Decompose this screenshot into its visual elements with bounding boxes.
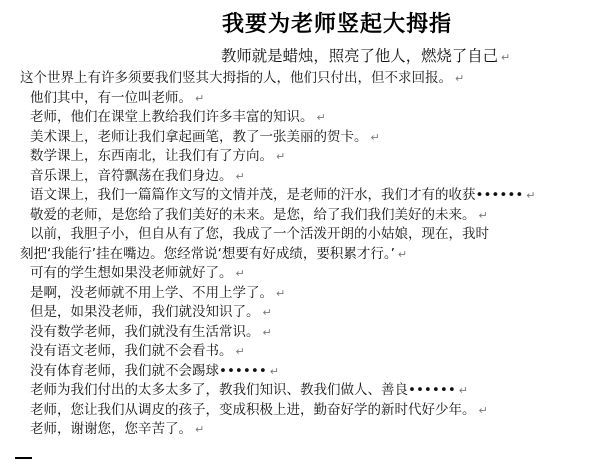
paragraph-mark: ↵ [370,130,380,144]
paragraph-mark: ↵ [235,169,245,183]
line-text: 老师，您让我们从调皮的孩子，变成积极上进，勤奋好学的新时代好少年。 [30,401,476,418]
body-line [20,420,603,440]
body-line [20,401,603,421]
body-line [20,323,603,343]
document-body [20,69,603,440]
line-text: 但是，如果没老师，我们就没知识了。 [30,304,260,320]
paragraph-mark: ↵ [501,51,511,64]
body-line [20,381,603,401]
paragraph-mark: ↵ [269,364,279,378]
body-line [20,206,603,226]
body-line [20,167,603,187]
line-text: 以前，我胆子小，但自从有了您，我成了一个活泼开朗的小姑娘，现在，我时 [30,226,489,242]
paragraph-mark: ↵ [397,247,408,261]
line-text: 这个世界上有许多须要我们竖其大拇指的人，他们只付出，但不求回报。 [20,70,452,86]
paragraph-mark: ↵ [235,345,245,358]
body-line [20,147,603,167]
line-text: 刻把‘我能行’挂在嘴边。您经常说‘想要有好成绩，要积累才行。’ [20,245,395,262]
body-line [20,108,603,128]
line-text: 老师为我们付出的太多太多了，教我们知识、教我们做人、善良•••••• [30,382,456,398]
line-text: 没有体育老师，我们就不会踢球•••••• [30,362,267,379]
paragraph-mark: ↵ [262,325,272,339]
line-text: 他们其中，有一位叫老师。 [30,89,192,106]
line-text: 美术课上，老师让我们拿起画笔，教了一张美丽的贺卡。 [30,128,368,145]
paragraph-mark: ↵ [195,91,205,105]
body-line [20,128,603,148]
paragraph-mark: ↵ [478,403,488,417]
paragraph-mark: ↵ [526,189,536,202]
body-line [20,225,603,245]
body-line [20,245,603,265]
body-line [20,89,603,109]
paragraph-mark: ↵ [262,306,272,319]
text-cursor [15,457,32,459]
line-text: 没有数学老师，我们就没有生活常识。 [30,323,260,340]
paragraph-mark: ↵ [195,423,205,436]
line-text: 可有的学生想如果没老师就好了。 [30,265,233,281]
line-text: 老师，谢谢您，您辛苦了。 [30,421,192,437]
document-title: 我要为老师竖起大拇指 [222,12,453,37]
body-line [20,303,603,323]
body-line [20,264,603,284]
document-subtitle [221,44,510,66]
line-text: 语文课上，我们一篇篇作文写的文情并茂，是老师的汗水，我们才有的收获•••••• [30,187,524,203]
paragraph-mark: ↵ [316,111,326,124]
paragraph-mark: ↵ [478,208,488,222]
line-text: 数学课上，东西南北，让我们有了方向。 [30,148,273,164]
paragraph-mark: ↵ [276,150,286,163]
body-line [20,362,603,382]
body-line [20,69,603,89]
body-line [20,186,603,206]
line-text: 是啊，没老师就不用上学、不用上学了。 [30,284,273,301]
line-text: 老师，他们在课堂上教给我们许多丰富的知识。 [30,109,314,125]
paragraph-mark: ↵ [235,267,245,280]
subtitle-text: 教师就是蜡烛，照亮了他人，燃烧了自己 [221,47,499,65]
paragraph-mark: ↵ [458,384,468,397]
body-line [20,284,603,304]
line-text: 没有语文老师，我们就不会看书。 [30,343,233,359]
paragraph-mark: ↵ [276,286,286,300]
line-text: 敬爱的老师，是您给了我们美好的未来。是您，给了我们我们美好的未来。 [30,206,476,223]
body-line [20,342,603,362]
paragraph-mark: ↵ [455,72,465,85]
line-text: 音乐课上，音符飘荡在我们身边。 [30,167,233,184]
